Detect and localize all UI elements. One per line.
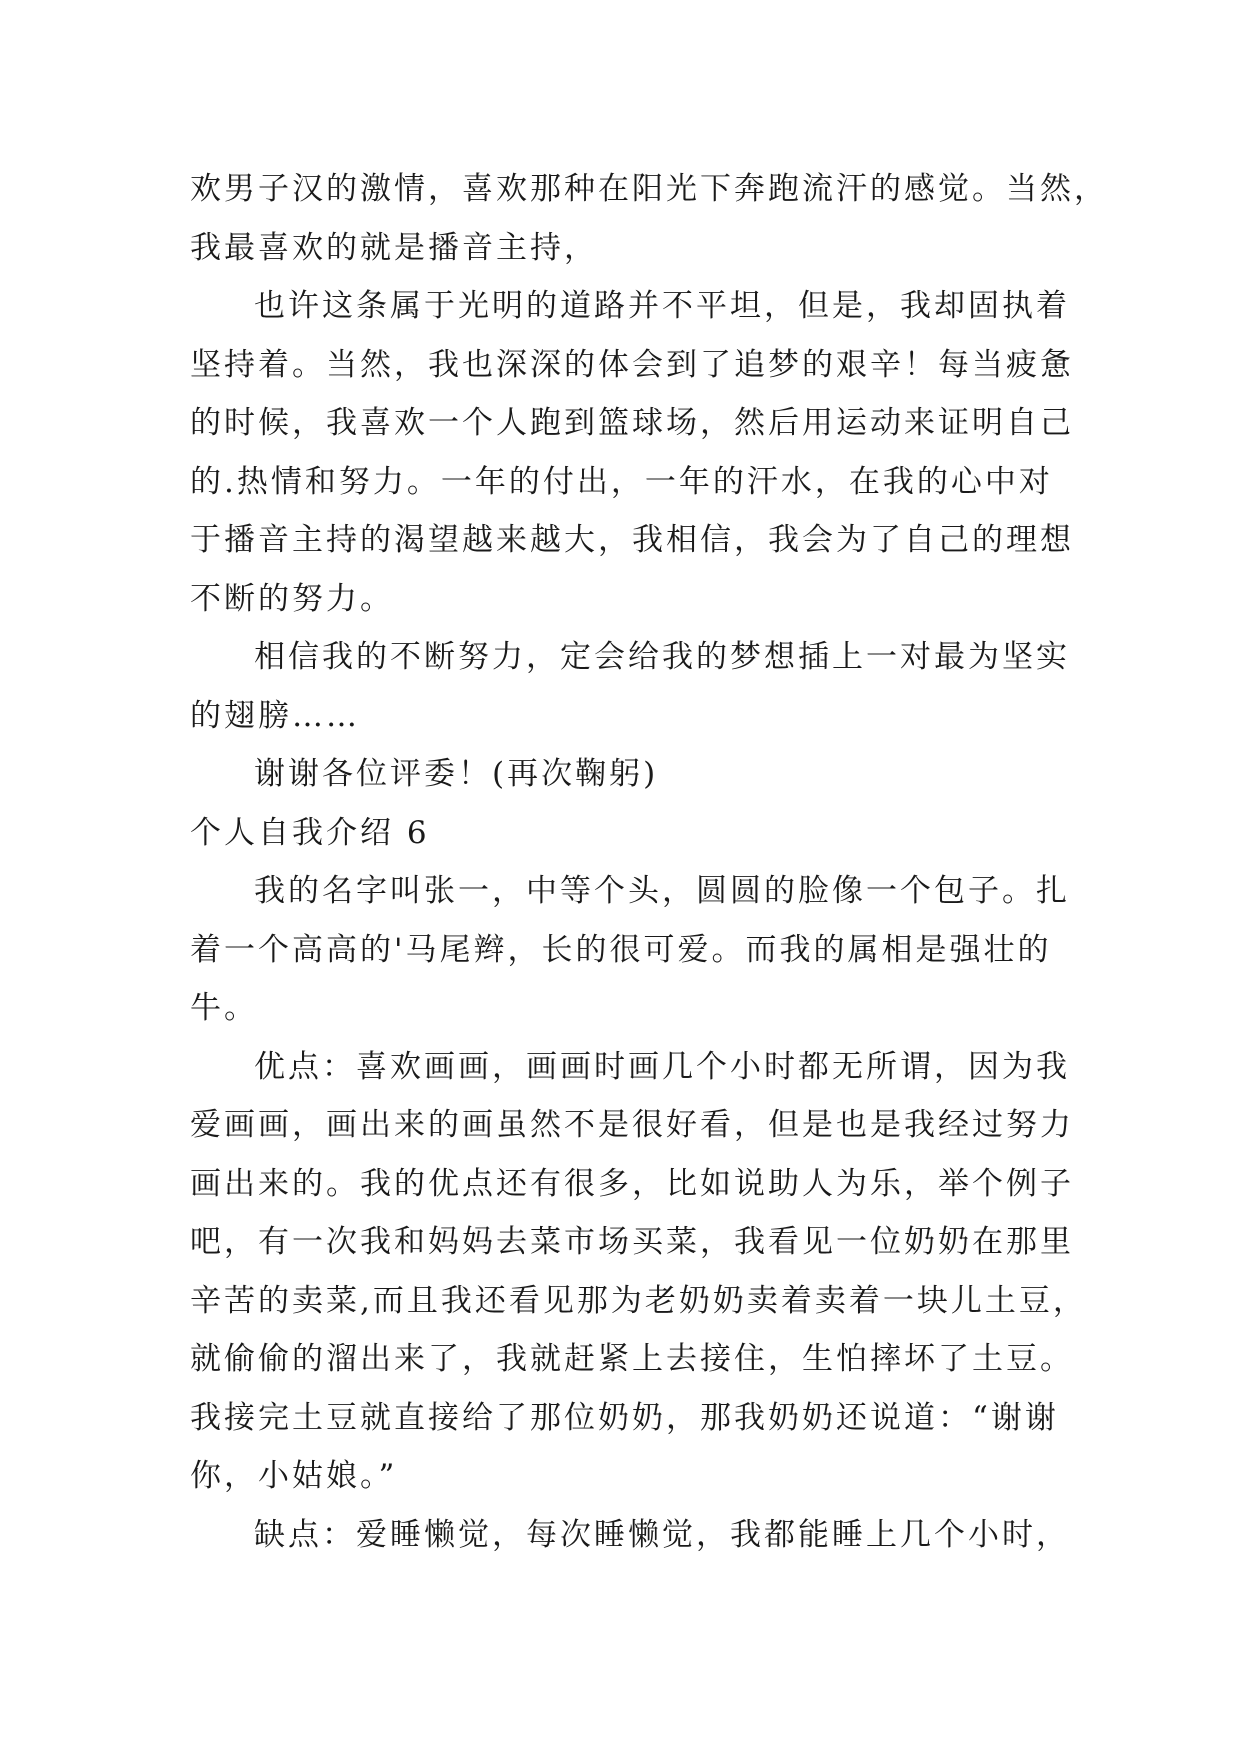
- paragraph-first-line: 我的名字叫张一，中等个头，圆圆的脸像一个包子。扎: [254, 873, 1070, 909]
- text-line: 你，小姑娘。”: [190, 1458, 398, 1494]
- text-line: 着一个高高的'马尾辫，长的很可爱。而我的属相是强壮的: [190, 931, 1052, 968]
- text-line: 我接完土豆就直接给了那位奶奶，那我奶奶还说道：“谢谢: [190, 1399, 1059, 1436]
- paragraph-first-line: 优点：喜欢画画，画画时画几个小时都无所谓，因为我: [254, 1048, 1070, 1085]
- text-line: 画出来的。我的优点还有很多，比如说助人为乐，举个例子: [190, 1165, 1074, 1202]
- paragraph-first-line: 相信我的不断努力，定会给我的梦想插上一对最为坚实: [254, 639, 1070, 675]
- text-line: 于播音主持的渴望越来越大，我相信，我会为了自己的理想: [190, 522, 1074, 558]
- text-line: 的.热情和努力。一年的付出，一年的汗水，在我的心中对: [190, 463, 1053, 500]
- section-heading: 个人自我介绍 6: [190, 814, 430, 851]
- text-line: 的时候，我喜欢一个人跑到篮球场，然后用运动来证明自己: [190, 405, 1074, 441]
- text-line: 爱画画，画出来的画虽然不是很好看，但是也是我经过努力: [190, 1107, 1074, 1143]
- text-line: 不断的努力。: [190, 580, 394, 617]
- text-line: 欢男子汉的激情，喜欢那种在阳光下奔跑流汗的感觉。当然，: [190, 171, 1108, 207]
- paragraph-first-line: 谢谢各位评委！(再次鞠躬): [254, 756, 659, 792]
- text-line: 就偷偷的溜出来了，我就赶紧上去接住，生怕摔坏了土豆。: [190, 1341, 1074, 1377]
- paragraph-first-line: 缺点：爱睡懒觉，每次睡懒觉，我都能睡上几个小时，: [254, 1516, 1070, 1553]
- text-line: 吧，有一次我和妈妈去菜市场买菜，我看见一位奶奶在那里: [190, 1224, 1074, 1260]
- text-line: 我最喜欢的就是播音主持，: [190, 229, 598, 266]
- text-line: 辛苦的卖菜,而且我还看见那为老奶奶卖着卖着一块儿土豆，: [190, 1282, 1087, 1319]
- text-line: 坚持着。当然，我也深深的体会到了追梦的艰辛！每当疲惫: [190, 346, 1074, 383]
- text-line: 的翅膀……: [190, 697, 360, 734]
- document-body: [190, 160, 1108, 1564]
- text-line: 牛。: [190, 990, 258, 1026]
- paragraph-first-line: 也许这条属于光明的道路并不平坦，但是，我却固执着: [254, 288, 1070, 324]
